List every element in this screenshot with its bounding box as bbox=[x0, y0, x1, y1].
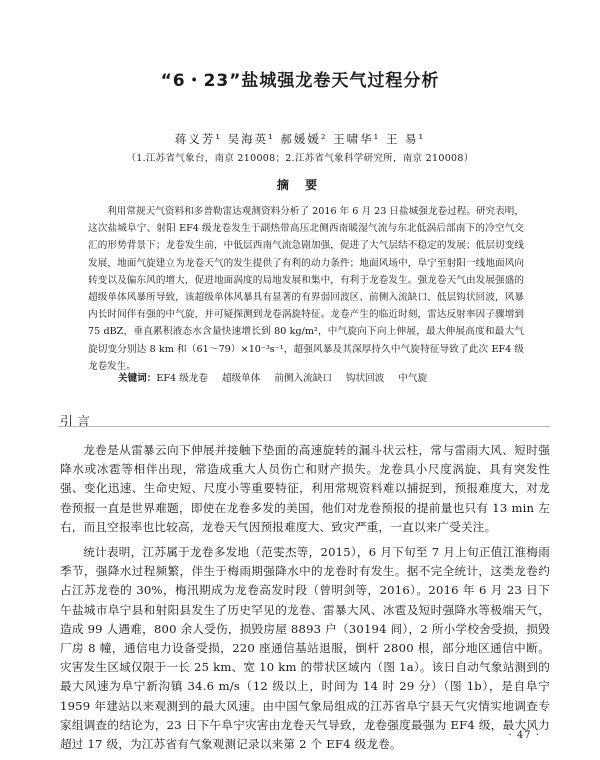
keyword-2: 超级单体 bbox=[221, 373, 261, 384]
keyword-1: EF4 级龙卷 bbox=[156, 373, 208, 384]
affiliations: （1.江苏省气象台，南京 210008；2.江苏省气象科学研究所，南京 210008） bbox=[126, 153, 474, 164]
body-paragraph-1: 龙卷是从雷暴云向下伸展并接触下垫面的高速旋转的漏斗状云柱，常与雷雨大风、短时强降水或冰雹等相伴出现，常造成重大人员伤亡和财产损失。龙卷具小尺度涡旋、具有突发性强、变化迅速、生命史短、尺度小等重要特征，利用常规资料难以捕捉到，预报难度大，对龙卷预报一直是世界难题，即使在龙卷多发的美国，他们对龙卷预报的提前量也只有 13 min 左右，而且空报率也比较高，龙卷天气因预报难度大、致灾严重，一直以来广受关注。 bbox=[60, 443, 550, 534]
section-divider bbox=[58, 426, 550, 427]
section-heading-introduction: 引言 bbox=[60, 415, 95, 430]
keyword-4: 钩状回波 bbox=[345, 373, 385, 384]
keywords bbox=[118, 371, 518, 387]
author-list: 蒋义芳¹ 吴海英¹ 郝媛媛² 王啸华¹ 王 易¹ bbox=[174, 132, 426, 146]
keywords-label: 关键词： bbox=[118, 373, 157, 384]
paper-title: “6・23”盐城强龙卷天气过程分析 bbox=[160, 71, 440, 91]
keyword-3: 前侧入流缺口 bbox=[274, 373, 332, 384]
abstract-text: 利用常规天气资料和多普勒雷达观测资料分析了 2016 年 6 月 23 日盐城强龙卷过程。研究表明，这次盐城阜宁、射阳 EF4 级龙卷发生于副热带高压北侧西南暖湿气流与东北低涡后部南下的冷空气交汇的形势背景下；龙卷发生前，中低层西南气流急剧加强，促进了大气层结不稳定的发展；低层切变线发展，地面气旋建立为龙卷天气的发生提供了有利的动力条件；地面风场中，阜宁至射阳一线地面风向转变以及偏东风的增大，促进地面涡度的局地发展和集中，有利于龙卷发生。强龙卷天气由发展强盛的超级单体风暴所导致，该超级单体风暴具有显著的有界弱回波区、前侧入流缺口、低层钩状回波，风暴内长时间伴有强的中气旋，并可疑探测到龙卷涡旋特征。龙卷产生的临近时刻，雷达反射率因子骤增到 75 dBZ，垂直累积液态水含量快速增长到 80 kg/m²，中气旋向下向上伸展，最大伸展高度和最大气旋切变分别达 8 km 和（61～79）×10⁻³s⁻¹，超强风暴及其深厚持久中气旋特征导致了此次 EF4 级龙卷发生。 bbox=[88, 206, 524, 372]
page-number: · 47 · bbox=[508, 730, 540, 741]
body-paragraph-2: 统计表明，江苏属于龙卷多发地（范雯杰等，2015），6 月下旬至 7 月上旬正值江淮梅雨季节，强降水过程频繁，伴生于梅雨期强降水中的龙卷时有发生。据不完全统计，这类龙卷约占江苏龙卷的 30%，梅汛期成为龙卷高发时段（曾明剑等，2016）。2016 年 6 月 23 日下午盐城市阜宁县和射阳县发生了历史罕见的龙卷、雷暴大风、冰雹及短时强降水等极端天气，造成 99 人遇难，800 余人受伤，损毁房屋 8893 户（30194 间），2 所小学校舍受损，损毁厂房 8 幢，通信电力设备受损，220 座通信基站退服，倒杆 2800 根，部分地区通信中断。灾害发生区域仅限于一长 25 km、宽 10 km 的带状区域内（图 1a）。该日自动气象站测到的最大风速为阜宁新沟镇 34.6 m/s（12 级以上，时间为 14 时 29 分）（图 1b），是自阜宁 1959 年建站以来观测到的最大风速。由中国气象局组成的江苏省阜宁县天气灾情实地调查专家组调查的结论为，23 日下午阜宁灾害由龙卷天气导致，龙卷强度最强为 EF4 级，最大风力超过 17 级，为江苏省有气象观测记录以来第 2 个 EF4 级龙卷。 bbox=[60, 545, 550, 752]
abstract-heading: 摘 要 bbox=[276, 178, 324, 192]
keyword-5: 中气旋 bbox=[398, 373, 428, 384]
